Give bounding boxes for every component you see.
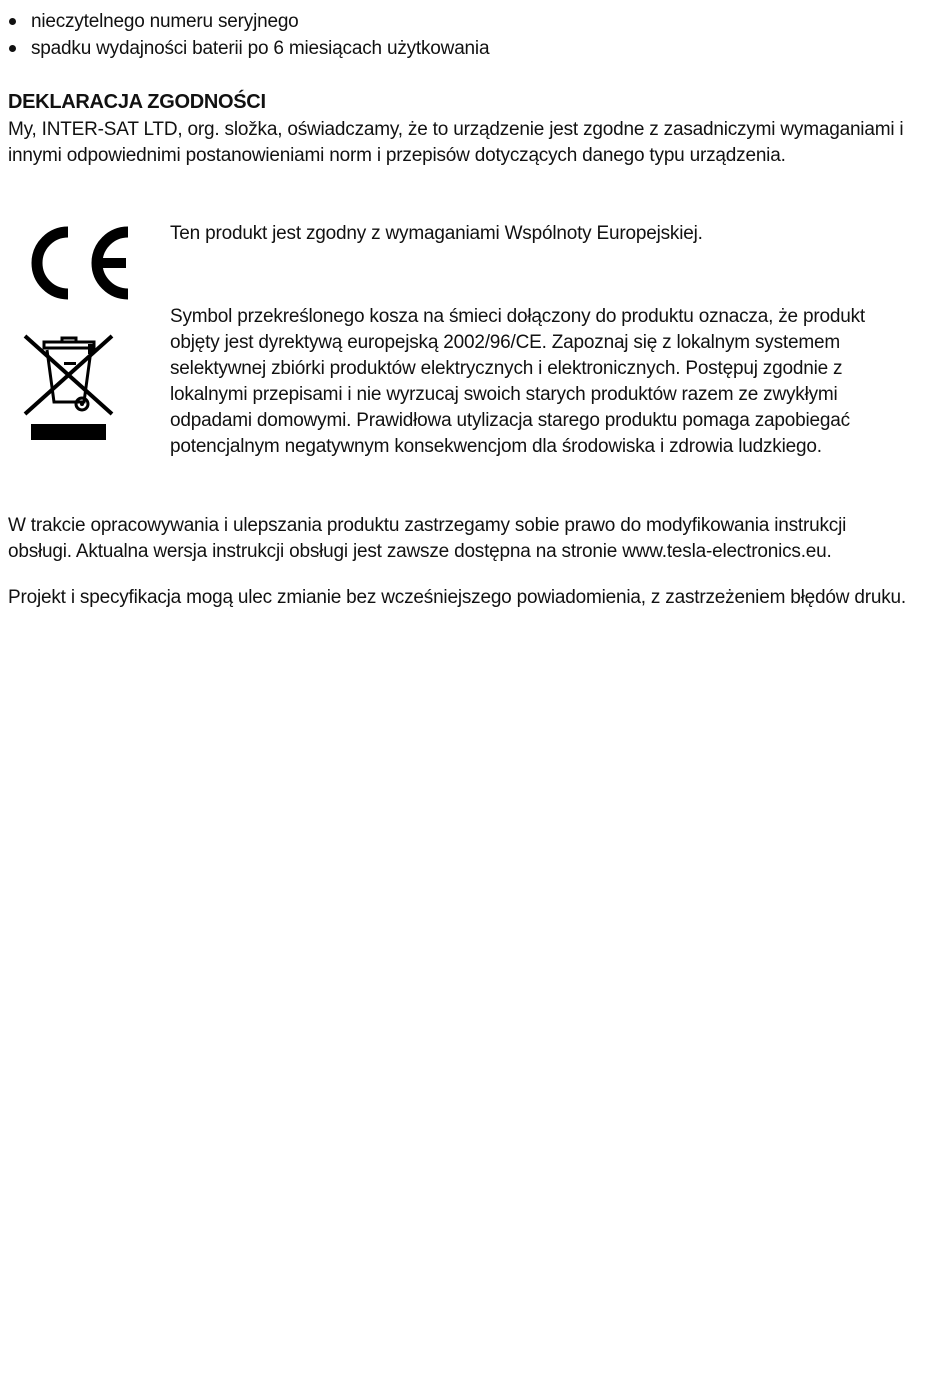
ce-letter-c	[37, 232, 68, 294]
list-item	[8, 8, 489, 35]
list-item-text: nieczytelnego numeru seryjnego	[31, 11, 299, 32]
specification-change-text: Projekt i specyfikacja mogą ulec zmianie bez wcześniejszego powiadomienia, z zastrzeżeniem błędów druku.	[8, 587, 906, 608]
manual-modification-text: W trakcie opracowywania i ulepszania produktu zastrzegamy sobie prawo do modyfikowania instrukcji obsługi. Aktualna wersja instrukcji obsługi jest zawsze dostępna na stronie www.tesla-electronics.eu.	[8, 515, 847, 562]
list-item-text: spadku wydajności baterii po 6 miesiącach użytkowania	[31, 38, 490, 59]
warranty-exclusion-list	[8, 8, 489, 62]
bullet-icon	[9, 45, 16, 52]
ce-letter-e-bar	[98, 258, 126, 268]
list-item	[8, 35, 489, 62]
declaration-heading: DEKLARACJA ZGODNOŚCI	[8, 91, 266, 113]
weee-disposal-text: Symbol przekreślonego kosza na śmieci dołączony do produktu oznacza, że produkt objęty jest dyrektywą europejską 2002/96/CE. Zapoznaj się z lokalnym systemem selektywnej zbiórki produktów elektrycznych i elektronicznych. Postępuj zgodnie z lokalnymi przepisami i nie wyrzucaj swoich starych produktów razem ze zwykłymi odpadami domowymi. Prawidłowa utylizacja starego produktu pomaga zapobiegać potencjalnym negatywnym konsekwencjom dla środowiska i zdrowia ludzkiego.	[170, 306, 865, 457]
bullet-icon	[9, 18, 16, 25]
declaration-text: My, INTER-SAT LTD, org. složka, oświadczamy, że to urządzenie jest zgodne z zasadniczymi wymaganiami i innymi odpowiednimi postanowieniami norm i przepisów dotyczących danego typu urządzenia.	[8, 119, 904, 166]
crossed-bin-icon	[22, 332, 114, 442]
ce-mark-icon	[22, 222, 132, 304]
ce-compliance-text: Ten produkt jest zgodny z wymaganiami Wspólnoty Europejskiej.	[170, 223, 703, 244]
